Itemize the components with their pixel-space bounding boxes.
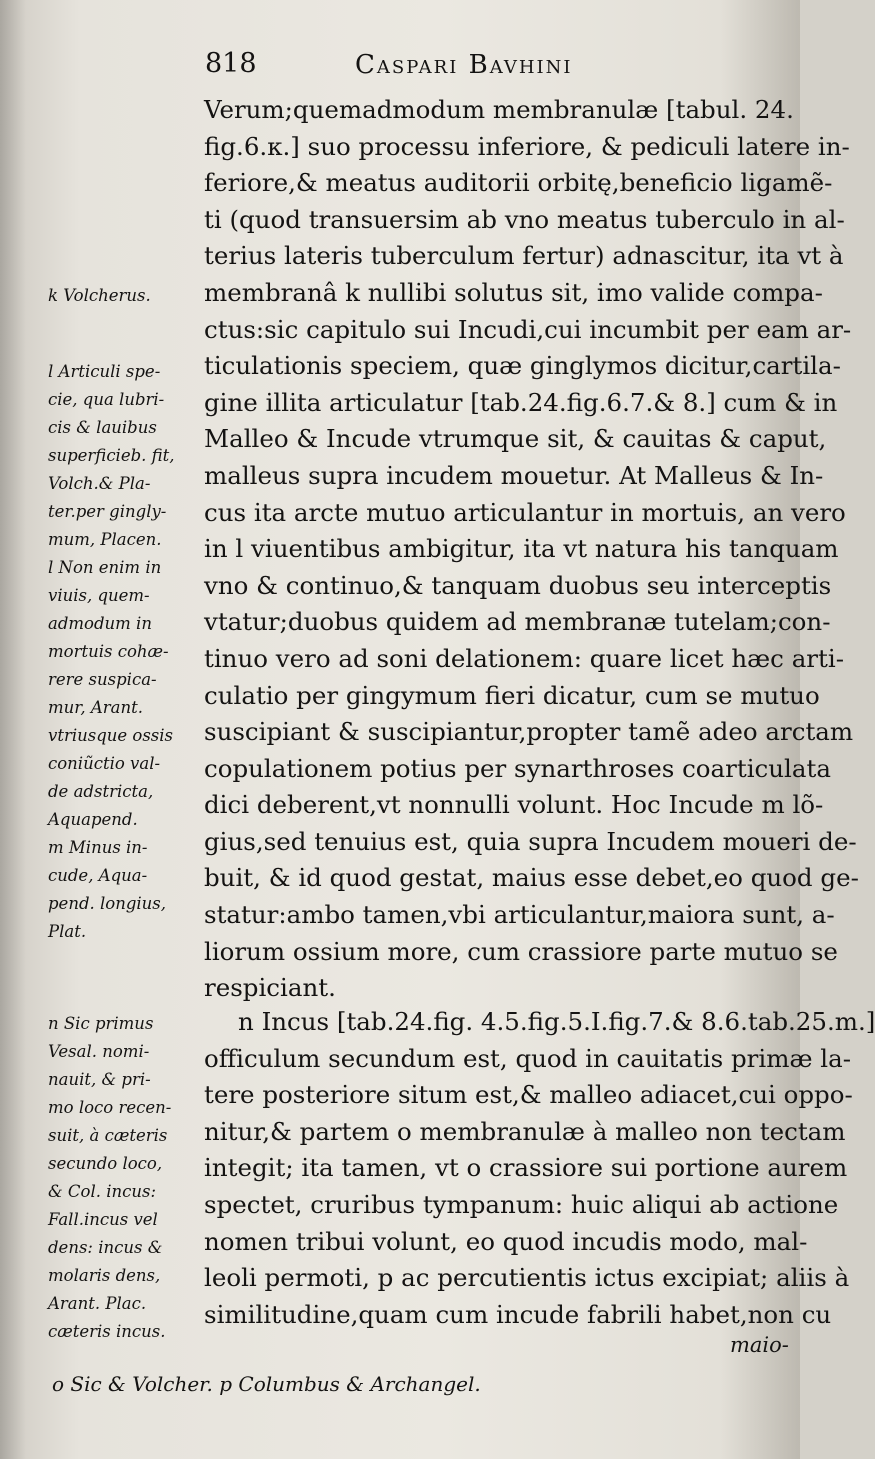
margin-note-line: Volch.& Pla- xyxy=(48,474,151,493)
main-text-block-incus xyxy=(204,1004,875,1333)
text-line: respiciant. xyxy=(204,973,336,1003)
text-line: officulum secundum est, quod in cauitatis primæ la- xyxy=(204,1043,851,1073)
text-line: integit; ita tamen, vt o crassiore sui portione aurem xyxy=(204,1153,848,1183)
margin-note-line: superficieb. fit, xyxy=(48,446,175,465)
margin-note-line: cis & lauibus xyxy=(48,418,157,437)
margin-note-line: suit, à cæteris xyxy=(48,1126,168,1145)
text-line: n Incus [tab.24.fig. 4.5.fig.5.I.fig.7.& 8.6.tab.25.m.] xyxy=(238,1007,875,1036)
margin-note-n xyxy=(48,1010,204,1346)
text-line: similitudine,quam cum incude fabrili habet,non cu xyxy=(204,1299,832,1329)
text-line: terius lateris tuberculum fertur) adnascitur, ita vt à xyxy=(204,241,844,271)
margin-note-line: Plat. xyxy=(48,922,87,941)
margin-note-line: viuis, quem- xyxy=(48,586,150,605)
margin-note-line: ter.per gingly- xyxy=(48,502,167,521)
page-number: 818 xyxy=(205,48,257,79)
margin-note-line: mo loco recen- xyxy=(48,1098,172,1117)
page-header xyxy=(205,48,795,92)
margin-note-line: l Articuli spe- xyxy=(48,362,161,381)
text-line: tere posteriore situm est,& malleo adiacet,cui oppo- xyxy=(204,1080,853,1110)
margin-note-line: k Volcherus. xyxy=(48,286,151,305)
margin-note-k xyxy=(48,282,204,310)
text-line: ti (quod transuersim ab vno meatus tuberculo in al- xyxy=(204,204,845,234)
text-line: Verum;quemadmodum membranulæ [tabul. 24. xyxy=(204,95,794,124)
text-line: ctus:sic capitulo sui Incudi,cui incumbit per eam ar- xyxy=(204,314,852,344)
margin-note-line: molaris dens, xyxy=(48,1266,161,1285)
catchword: maio- xyxy=(730,1333,789,1357)
text-line: gius,sed tenuius est, quia supra Incudem moueri de- xyxy=(204,826,857,856)
margin-note-line: m Minus in- xyxy=(48,838,148,857)
margin-note-line: vtriusque ossis xyxy=(48,726,174,745)
text-line: in l viuentibus ambigitur, ita vt natura his tanquam xyxy=(204,534,839,564)
text-line: statur:ambo tamen,vbi articulantur,maiora sunt, a- xyxy=(204,900,835,930)
margin-note-line: admodum in xyxy=(48,614,152,633)
margin-note-line: Fall.incus vel xyxy=(48,1210,158,1229)
margin-note-line: Arant. Plac. xyxy=(48,1294,147,1313)
margin-note-line: rere suspica- xyxy=(48,670,157,689)
text-line: nomen tribui volunt, eo quod incudis modo, mal- xyxy=(204,1226,808,1256)
margin-note-line: dens: incus & xyxy=(48,1238,163,1257)
text-line: cus ita arcte mutuo articulantur in mortuis, an vero xyxy=(204,497,846,527)
text-line: vno & continuo,& tanquam duobus seu interceptis xyxy=(204,570,832,600)
margin-note-line: l Non enim in xyxy=(48,558,162,577)
text-line: gine illita articulatur [tab.24.fig.6.7.& 8.] cum & in xyxy=(204,387,838,417)
text-line: copulationem potius per synarthroses coarticulata xyxy=(204,753,831,783)
margin-note-line: Aquapend. xyxy=(48,810,138,829)
margin-note-line: mortuis cohæ- xyxy=(48,642,169,661)
margin-note-line: nauit, & pri- xyxy=(48,1070,151,1089)
text-line: membranâ k nullibi solutus sit, imo valide compa- xyxy=(204,277,823,307)
text-line: culatio per gingymum fieri dicatur, cum se mutuo xyxy=(204,680,820,710)
margin-note-line: coniũctio val- xyxy=(48,754,161,773)
main-text-block xyxy=(204,92,859,1007)
text-line: ticulationis speciem, quæ ginglymos dicitur,cartila- xyxy=(204,351,841,381)
margin-note-line: de adstricta, xyxy=(48,782,154,801)
margin-note-line: n Sic primus xyxy=(48,1014,154,1033)
margin-note-line: mum, Placen. xyxy=(48,530,162,549)
margin-note-line: cie, qua lubri- xyxy=(48,390,165,409)
text-line: feriore,& meatus auditorii orbitę,beneficio ligamẽ- xyxy=(204,168,833,198)
text-line: Malleo & Incude vtrumque sit, & cauitas & caput, xyxy=(204,424,827,454)
text-line: liorum ossium more, cum crassiore parte mutuo se xyxy=(204,936,838,966)
text-line: tinuo vero ad soni delationem: quare licet hæc arti- xyxy=(204,643,844,673)
margin-note-l xyxy=(48,358,204,946)
text-line: leoli permoti, p ac percutientis ictus excipiat; aliis à xyxy=(204,1263,850,1293)
margin-note-line: pend. longius, xyxy=(48,894,167,913)
text-line: spectet, cruribus tympanum: huic aliqui ab actione xyxy=(204,1189,839,1219)
margin-note-line: secundo loco, xyxy=(48,1154,163,1173)
text-line: fig.6.κ.] suo processu inferiore, & pediculi latere in- xyxy=(204,131,850,161)
margin-note-line: cude, Aqua- xyxy=(48,866,148,885)
margin-note-line: cæteris incus. xyxy=(48,1322,166,1341)
footnote: o Sic & Volcher. p Columbus & Archangel. xyxy=(52,1372,481,1396)
margin-note-line: mur, Arant. xyxy=(48,698,143,717)
running-head: Caspari Bavhini xyxy=(355,50,573,80)
text-line: vtatur;duobus quidem ad membranæ tutelam;con- xyxy=(204,607,831,637)
text-line: buit, & id quod gestat, maius esse debet,eo quod ge- xyxy=(204,863,859,893)
margin-note-line: Vesal. nomi- xyxy=(48,1042,150,1061)
margin-note-line: & Col. incus: xyxy=(48,1182,157,1201)
text-line: dici deberent,vt nonnulli volunt. Hoc Incude m lõ- xyxy=(204,790,824,820)
gutter-shadow xyxy=(0,0,26,1459)
text-line: malleus supra incudem mouetur. At Malleus & In- xyxy=(204,460,824,490)
text-line: suscipiant & suscipiantur,propter tamẽ adeo arctam xyxy=(204,717,854,747)
text-line: nitur,& partem o membranulæ à malleo non tectam xyxy=(204,1116,846,1146)
